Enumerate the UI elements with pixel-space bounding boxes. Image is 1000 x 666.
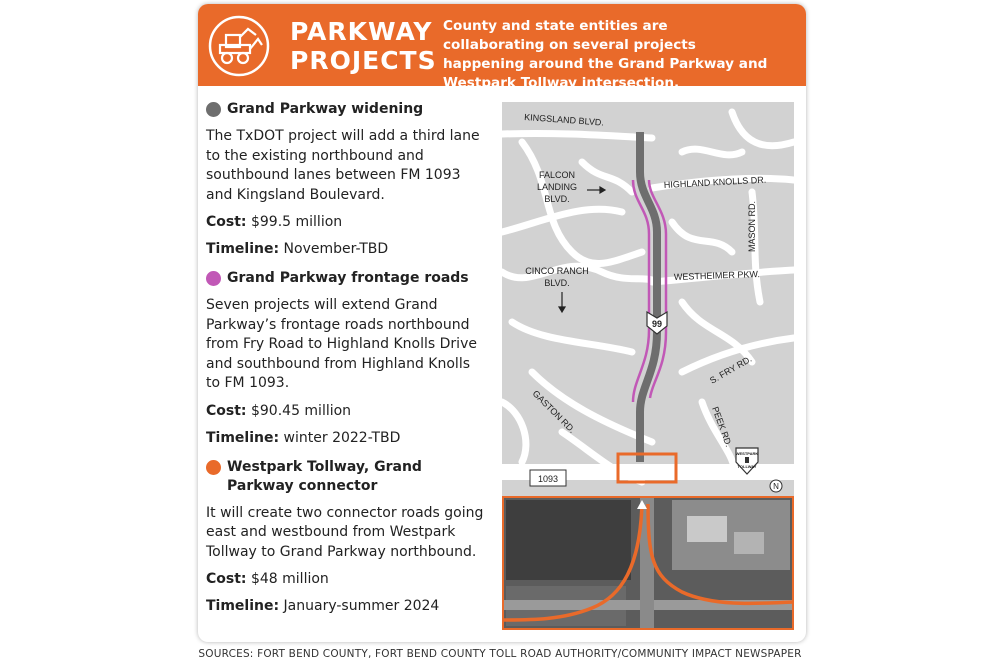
cinco-label-1: CINCO RANCH — [525, 266, 589, 276]
timeline-line — [206, 597, 488, 616]
section-description: Seven projects will extend Grand Parkway’s frontage roads northbound from Fry Road to Highland Knolls Drive and southbound from Highland Knolls to FM 1093. — [206, 297, 477, 391]
westheimer-label: WESTHEIMER PKW. — [673, 269, 761, 282]
cost-label: Cost: — [206, 402, 247, 419]
road-map — [502, 102, 794, 496]
gray-dot-icon — [206, 102, 221, 117]
toll-label-2: TOLLWAY — [737, 464, 757, 469]
highland-label: HIGHLAND KNOLLS DR. — [663, 174, 767, 190]
section-title: Grand Parkway frontage roads — [227, 270, 469, 286]
cinco-label-2: BLVD. — [544, 278, 570, 288]
cost-value: $90.45 million — [250, 402, 352, 419]
project-section-frontage — [206, 269, 488, 448]
infographic-card — [198, 4, 806, 642]
toll-label-1: WESTPARK — [735, 451, 759, 456]
peek-label: PEEK RD. — [710, 405, 734, 449]
cost-line — [206, 402, 488, 421]
source-credit: SOURCES: FORT BEND COUNTY, FORT BEND COUNTY TOLL ROAD AUTHORITY/COMMUNITY IMPACT NEWSPAPER — [198, 648, 802, 660]
falcon-label-3: BLVD. — [544, 194, 570, 204]
timeline-value: winter 2022-TBD — [283, 429, 401, 446]
section-heading — [206, 458, 488, 496]
aerial-photo — [502, 496, 794, 630]
pink-dot-icon — [206, 271, 221, 286]
timeline-label: Timeline: — [206, 241, 280, 257]
timeline-line — [206, 240, 488, 259]
title-line-1: PARKWAY — [290, 17, 433, 46]
gaston-label: GASTON RD. — [530, 388, 578, 435]
falcon-label-1: FALCON — [538, 170, 576, 180]
falcon-label-2: LANDING — [536, 182, 578, 192]
section-description: It will create two connector roads going east and westbound from Westpark Tollway to Grand Parkway northbound. — [206, 504, 484, 560]
shield-label: 99 — [651, 319, 663, 329]
timeline-label: Timeline: — [206, 429, 280, 446]
cost-line — [206, 213, 488, 232]
cost-value: $99.5 million — [250, 214, 343, 230]
cost-value: $48 million — [250, 571, 329, 587]
cost-label: Cost: — [206, 214, 247, 230]
kingsland-label: KINGSLAND BLVD. — [523, 112, 605, 128]
timeline-label: Timeline: — [206, 598, 280, 614]
section-title: Westpark Tollway, Grand Parkway connector — [227, 458, 422, 494]
mason-label: MASON RD. — [747, 200, 757, 252]
project-list — [206, 100, 488, 626]
header-banner — [198, 4, 806, 91]
page-title — [290, 17, 437, 75]
section-heading — [206, 269, 488, 288]
orange-dot-icon — [206, 460, 221, 475]
north-label: N — [773, 482, 779, 491]
intro-text: County and state entities are collaborating on several projects happening around the Grand Parkway and Westpark Tollway intersection. — [443, 18, 768, 91]
timeline-value: January-summer 2024 — [283, 598, 440, 614]
sfry-label: S. FRY RD. — [708, 353, 754, 386]
project-section-widening — [206, 100, 488, 259]
section-heading — [206, 100, 488, 119]
section-description: The TxDOT project will add a third lane to the existing northbound and southbound lanes between FM 1093 and Kingsland Boulevard. — [206, 128, 480, 203]
section-title: Grand Parkway widening — [227, 101, 424, 117]
project-section-connector — [206, 458, 488, 617]
title-line-2: PROJECTS — [290, 46, 437, 75]
bulldozer-icon — [208, 15, 270, 77]
timeline-value: November-TBD — [283, 241, 389, 257]
cost-label: Cost: — [206, 571, 247, 587]
fm1093-label: 1093 — [537, 474, 559, 484]
cost-line — [206, 570, 488, 589]
timeline-line — [206, 429, 488, 448]
